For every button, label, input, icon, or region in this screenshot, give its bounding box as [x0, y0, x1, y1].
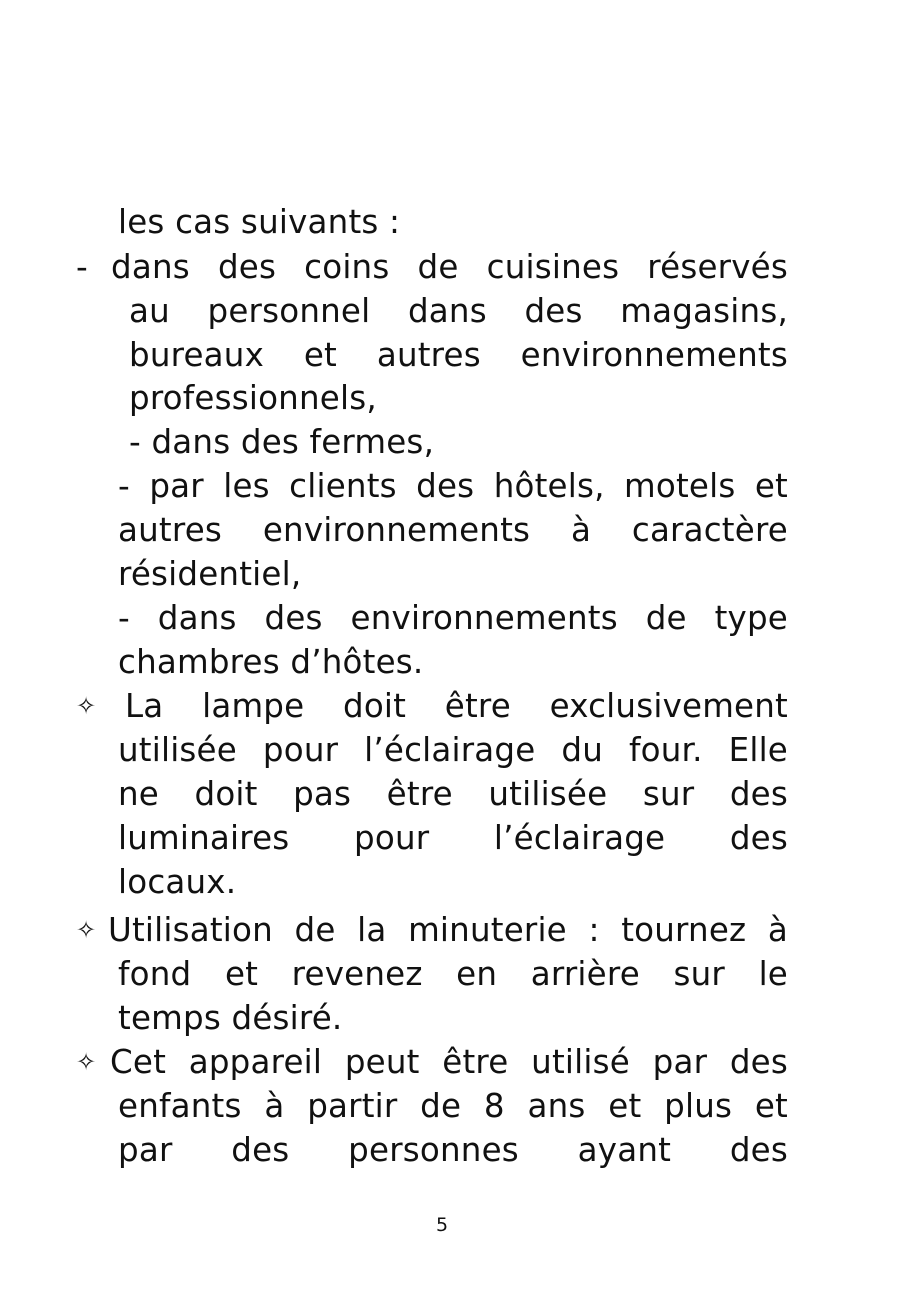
text-line: fond et revenez en arrière sur le	[118, 955, 788, 993]
text-line: bureaux et autres environnements	[129, 336, 788, 374]
text-line: professionnels,	[129, 379, 377, 417]
text-line: - dans des environnements de type	[118, 599, 788, 637]
text-line: utilisée pour l’éclairage du four. Elle	[118, 731, 788, 769]
text-line: temps désiré.	[118, 999, 343, 1037]
text-line: locaux.	[118, 863, 237, 901]
list-dash: -	[76, 248, 88, 286]
text-line: par des personnes ayant des	[118, 1131, 788, 1169]
text-line: dans des coins de cuisines réservés	[111, 248, 788, 286]
text-line: chambres d’hôtes.	[118, 643, 424, 681]
page-number: 5	[435, 1214, 449, 1236]
text-line: Utilisation de la minuterie : tournez à	[108, 911, 788, 949]
text-line: - dans des fermes,	[129, 423, 435, 461]
text-line: résidentiel,	[118, 555, 302, 593]
text-line: ne doit pas être utilisée sur des	[118, 775, 788, 813]
text-line: luminaires pour l’éclairage des	[118, 819, 788, 857]
text-line: - par les clients des hôtels, motels et	[118, 467, 788, 505]
text-line: autres environnements à caractère	[118, 511, 788, 549]
text-line: Cet appareil peut être utilisé par des	[110, 1043, 788, 1081]
text-line: enfants à partir de 8 ans et plus et	[118, 1087, 788, 1125]
text-line: les cas suivants :	[118, 203, 401, 241]
text-line: La lampe doit être exclusivement	[125, 687, 788, 725]
bullet-icon: ✧	[76, 692, 97, 720]
bullet-icon: ✧	[76, 916, 97, 944]
bullet-icon: ✧	[76, 1048, 97, 1076]
text-line: au personnel dans des magasins,	[129, 292, 788, 330]
